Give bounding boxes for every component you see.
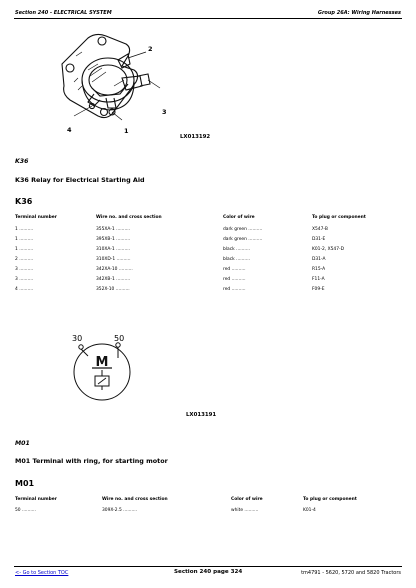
cell-color: red .......... (223, 287, 246, 292)
k36-col-color: Color of wire (223, 215, 255, 220)
cell-wire: 342XA-10 .......... (96, 267, 133, 272)
k36-figure-ref: LX013192 (180, 134, 211, 140)
k36-col-wire: Wire no. and cross section (96, 215, 162, 220)
k36-relay-illustration (48, 26, 188, 138)
m01-col-terminal: Terminal number (15, 497, 57, 502)
go-to-section-toc-link[interactable]: <- Go to Section TOC (15, 570, 69, 576)
footer-rule (14, 566, 402, 567)
m01-italic-heading: M01 (15, 440, 30, 447)
k36-code: K36 (15, 197, 33, 206)
k36-callout-2: 2 (148, 45, 153, 53)
cell-component: K01-4 (303, 508, 316, 513)
cell-terminal: 3 .......... (15, 267, 34, 272)
cell-component: K01-2, X547-D (312, 247, 344, 252)
document-id: tm4791 - 5620, 5720 and 5820 Tractors (301, 570, 401, 576)
k36-col-terminal: Terminal number (15, 215, 57, 220)
cell-component: F09-E (312, 287, 325, 292)
cell-color: dark green .......... (223, 227, 263, 232)
cell-component: D31-A (312, 257, 326, 262)
cell-terminal: 1 .......... (15, 237, 34, 242)
cell-color: black .......... (223, 257, 251, 262)
k36-col-component: To plug or component (312, 215, 366, 220)
cell-component: R15-A (312, 267, 326, 272)
cell-wire: 342XB-1 .......... (96, 277, 131, 282)
cell-color: white .......... (231, 508, 259, 513)
cell-wire: 395XB-1 .......... (96, 237, 131, 242)
cell-wire: 352X-10 .......... (96, 287, 130, 292)
page-number: Section 240 page 324 (174, 569, 243, 575)
group-header: Group 26A: Wiring Harnesses (317, 10, 401, 16)
cell-color: red .......... (223, 267, 246, 272)
m01-motor-symbol: M (95, 355, 109, 370)
m01-figure-ref: LX013191 (186, 412, 217, 418)
k36-title: K36 Relay for Electrical Starting Aid (15, 176, 145, 184)
cell-wire: 310XD-1 .......... (96, 257, 131, 262)
k36-italic-heading: K36 (15, 158, 29, 165)
cell-color: dark green .......... (223, 237, 263, 242)
section-header: Section 240 - ELECTRICAL SYSTEM (15, 10, 112, 16)
cell-terminal: 4 .......... (15, 287, 34, 292)
cell-color: red .......... (223, 277, 246, 282)
k36-callout-1: 1 (124, 127, 129, 135)
cell-terminal: 1 .......... (15, 247, 34, 252)
m01-terminal-symbol (66, 334, 146, 406)
cell-wire: 310XA-1 .......... (96, 247, 131, 252)
cell-wire: 309X-2.5 .......... (102, 508, 138, 513)
header-rule (14, 18, 402, 19)
m01-col-wire: Wire no. and cross section (102, 497, 168, 502)
cell-terminal: 3 .......... (15, 277, 34, 282)
cell-wire: 355XA-1 .......... (96, 227, 131, 232)
cell-color: black .......... (223, 247, 251, 252)
cell-terminal: 1 .......... (15, 227, 34, 232)
m01-title: M01 Terminal with ring, for starting motor (15, 457, 168, 465)
k36-callout-3: 3 (162, 108, 167, 116)
m01-terminal-30-label: 30 (72, 334, 83, 343)
cell-terminal: 50 .......... (15, 508, 36, 513)
m01-col-component: To plug or component (303, 497, 357, 502)
cell-component: F11-A (312, 277, 325, 282)
cell-terminal: 2 .......... (15, 257, 34, 262)
m01-code: M01 (15, 479, 35, 488)
k36-callout-4: 4 (67, 126, 72, 134)
m01-col-color: Color of wire (231, 497, 263, 502)
m01-terminal-50-label: 50 (114, 334, 125, 343)
cell-component: D31-E (312, 237, 326, 242)
cell-component: X547-B (312, 227, 328, 232)
